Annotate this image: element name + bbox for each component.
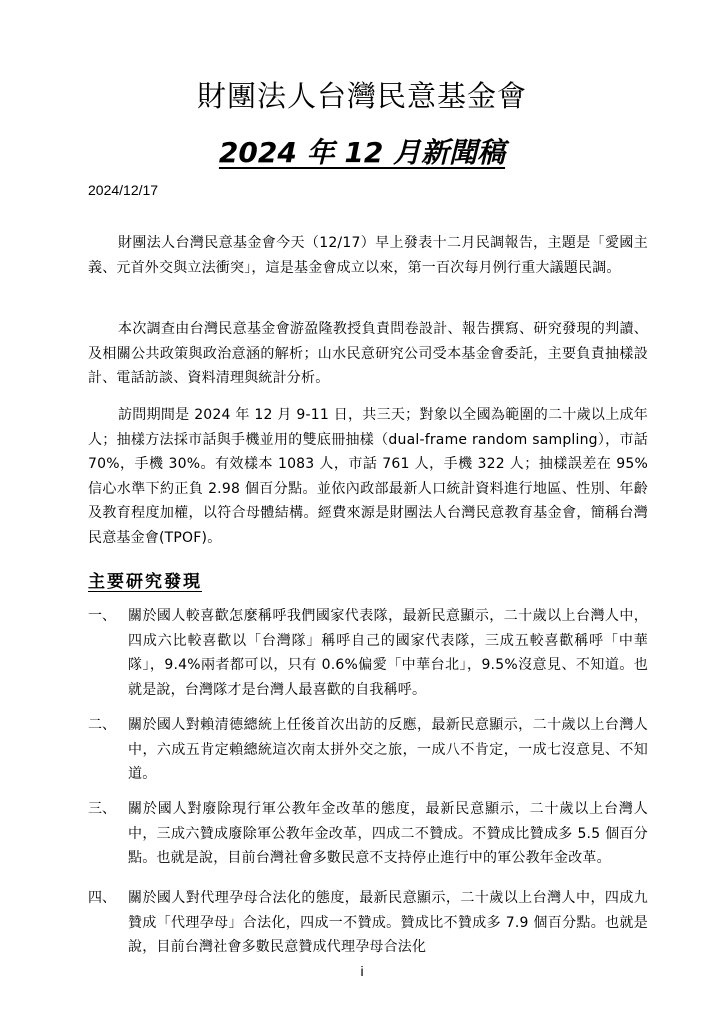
finding-text: 關於國人對廢除現行軍公教年金改革的態度，最新民意顯示，二十歲以上台灣人中，三成六贊成廢除軍公教年金改革，四成二不贊成。不贊成比贊成多 5.5 個百分點。也就是說，目前台灣社會多數民意不支持停止進行中的軍公教年金改革。 xyxy=(128,801,648,867)
finding-number: 二、 xyxy=(88,717,116,733)
finding-text: 關於國人對賴清德總統上任後首次出訪的反應，最新民意顯示，二十歲以上台灣人中，六成五肯定賴總統這次南太拼外交之旅，一成八不肯定，一成七沒意見、不知道。 xyxy=(128,717,648,783)
finding-item xyxy=(88,604,648,702)
finding-item xyxy=(88,886,648,960)
finding-item xyxy=(88,797,648,871)
document-subtitle: 2024 年 12 月新聞稿 xyxy=(218,136,506,169)
section-title: 主要研究發現 xyxy=(88,572,202,592)
press-date: 2024/12/17 xyxy=(88,182,159,198)
intro-paragraph: 財團法人台灣民意基金會今天（12/17）早上發表十二月民調報告，主題是「愛國主義、元首外交與立法衝突」，這是基金會成立以來，第一百次每月例行重大議題民調。 xyxy=(88,235,648,276)
finding-number: 三、 xyxy=(88,801,116,817)
finding-number: 一、 xyxy=(88,608,116,624)
finding-text: 關於國人較喜歡怎麼稱呼我們國家代表隊，最新民意顯示，二十歲以上台灣人中，四成六比較喜歡以「台灣隊」稱呼自己的國家代表隊，三成五較喜歡稱呼「中華隊」，9.4%兩者都可以，只有 0.6%偏愛「中華台北」，9.5%沒意見、不知道。也就是說，台灣隊才是台灣人最喜歡的自我稱呼。 xyxy=(128,608,648,698)
survey-details-paragraph: 訪問期間是 2024 年 12 月 9-11 日，共三天；對象以全國為範圍的二十歲以上成年人；抽樣方法採市話與手機並用的雙底冊抽樣（dual-frame random sampling），市話 70%，手機 30%。有效樣本 1083 人，市話 761 人，手機 322 人；抽樣誤差在 95%信心水準下約正負 2.98 個百分點。並依內政部最新人口統計資料進行地區、性別、年齡及教育程度加權，以符合母體結構。經費來源是財團法人台灣民意教育基金會，簡稱台灣民意基金會(TPOF)。 xyxy=(88,407,648,546)
page-number: i xyxy=(360,963,364,979)
finding-number: 四、 xyxy=(88,890,116,906)
finding-text: 關於國人對代理孕母合法化的態度，最新民意顯示，二十歲以上台灣人中，四成九贊成「代理孕母」合法化，四成一不贊成。贊成比不贊成多 7.9 個百分點。也就是說，目前台灣社會多數民意贊成代理孕母合法化 xyxy=(128,890,648,956)
finding-item xyxy=(88,713,648,787)
methodology-paragraph: 本次調查由台灣民意基金會游盈隆教授負責問卷設計、報告撰寫、研究發現的判讀、及相關公共政策與政治意涵的解析；山水民意研究公司受本基金會委託，主要負責抽樣設計、電話訪談、資料清理與統計分析。 xyxy=(88,321,648,387)
document-title: 財團法人台灣民意基金會 xyxy=(196,79,527,113)
